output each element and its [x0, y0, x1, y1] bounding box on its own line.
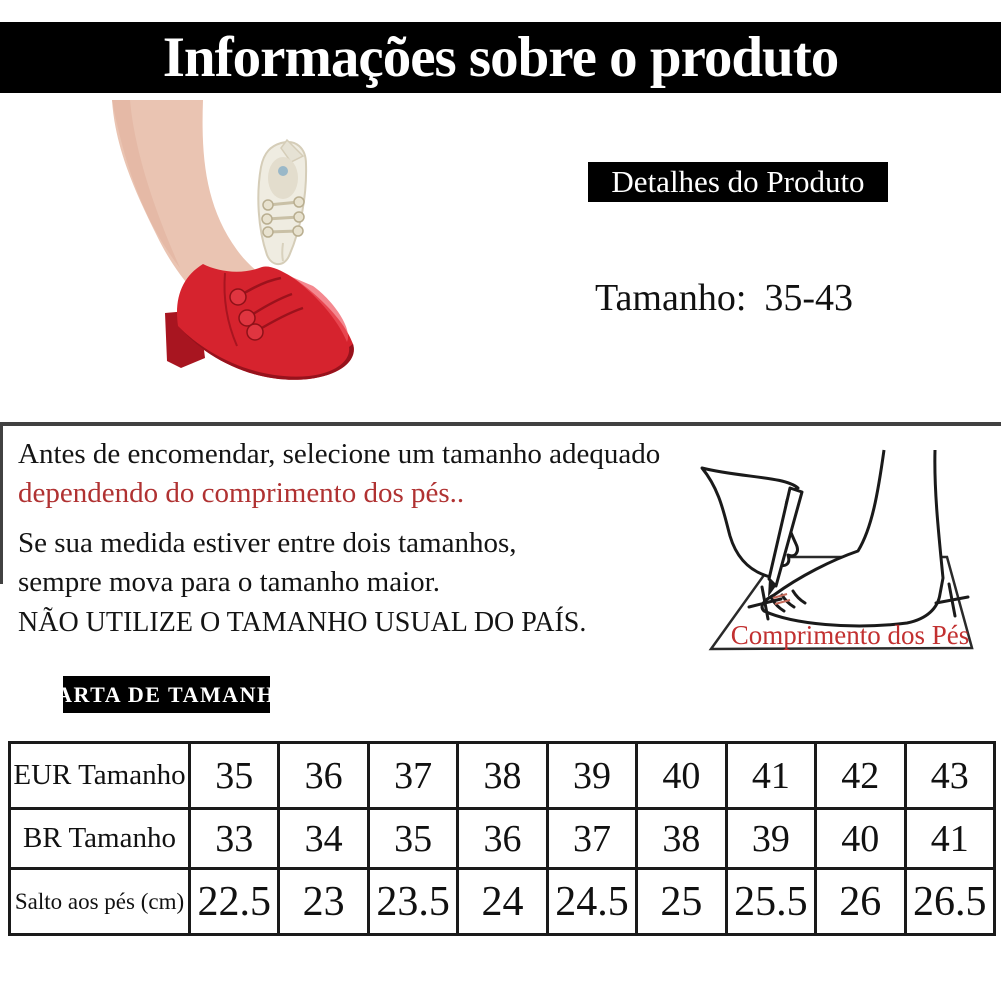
- table-row-eur: [10, 743, 995, 809]
- size-cell: 39: [726, 809, 815, 869]
- sizing-note-line3: Se sua medida estiver entre dois tamanhos,: [18, 527, 517, 559]
- details-banner-text: Detalhes do Produto: [611, 164, 865, 199]
- size-cell: 39: [547, 743, 636, 809]
- page-title: [0, 22, 1001, 93]
- details-banner: [588, 162, 888, 202]
- row-label: Salto aos pés (cm): [10, 869, 190, 935]
- size-cell: 25.5: [726, 869, 815, 935]
- size-cell: 41: [726, 743, 815, 809]
- size-cell: 37: [547, 809, 636, 869]
- sizing-note-line4: sempre mova para o tamanho maior.: [18, 566, 440, 598]
- size-cell: 22.5: [190, 869, 279, 935]
- size-cell: 26: [816, 869, 905, 935]
- size-range-line: [595, 276, 853, 320]
- size-cell: 35: [368, 809, 457, 869]
- size-cell: 36: [279, 743, 368, 809]
- product-photo: [85, 98, 485, 398]
- size-cell: 23.5: [368, 869, 457, 935]
- size-cell: 24: [458, 869, 547, 935]
- red-shoe-image: [165, 264, 354, 380]
- size-cell: 36: [458, 809, 547, 869]
- size-chart-table: [8, 741, 996, 936]
- size-cell: 41: [905, 809, 995, 869]
- left-rule: [0, 422, 3, 584]
- size-cell: 38: [637, 809, 726, 869]
- row-label: EUR Tamanho: [10, 743, 190, 809]
- size-range-value: 35-43: [764, 277, 854, 319]
- size-cell: 37: [368, 743, 457, 809]
- size-cell: 42: [816, 743, 905, 809]
- table-row-br: [10, 809, 995, 869]
- size-chart-banner: [38, 676, 295, 713]
- size-cell: 35: [190, 743, 279, 809]
- size-chart-banner-text: CARTA DE TAMANHO: [38, 681, 295, 707]
- table-row-foot-length: [10, 869, 995, 935]
- illustration-caption: Comprimento dos Pés: [730, 620, 970, 650]
- size-cell: 33: [190, 809, 279, 869]
- size-cell: 25: [637, 869, 726, 935]
- row-label: BR Tamanho: [10, 809, 190, 869]
- sizing-note-line2: dependendo do comprimento dos pés..: [18, 477, 465, 509]
- foot-measuring-illustration: [672, 448, 1001, 663]
- page-title-text: Informações sobre o produto: [162, 26, 839, 89]
- sizing-note-line1: Antes de encomendar, selecione um tamanho adequado: [18, 438, 661, 470]
- size-cell: 34: [279, 809, 368, 869]
- size-cell: 26.5: [905, 869, 995, 935]
- sizing-note-line5: NÃO UTILIZE O TAMANHO USUAL DO PAÍS.: [18, 607, 587, 638]
- size-cell: 40: [816, 809, 905, 869]
- size-cell: 23: [279, 869, 368, 935]
- white-shoe-image: [258, 140, 306, 264]
- size-cell: 24.5: [547, 869, 636, 935]
- size-cell: 40: [637, 743, 726, 809]
- size-cell: 38: [458, 743, 547, 809]
- section-divider: [0, 422, 1001, 426]
- size-cell: 43: [905, 743, 995, 809]
- size-range-label: Tamanho:: [595, 277, 747, 319]
